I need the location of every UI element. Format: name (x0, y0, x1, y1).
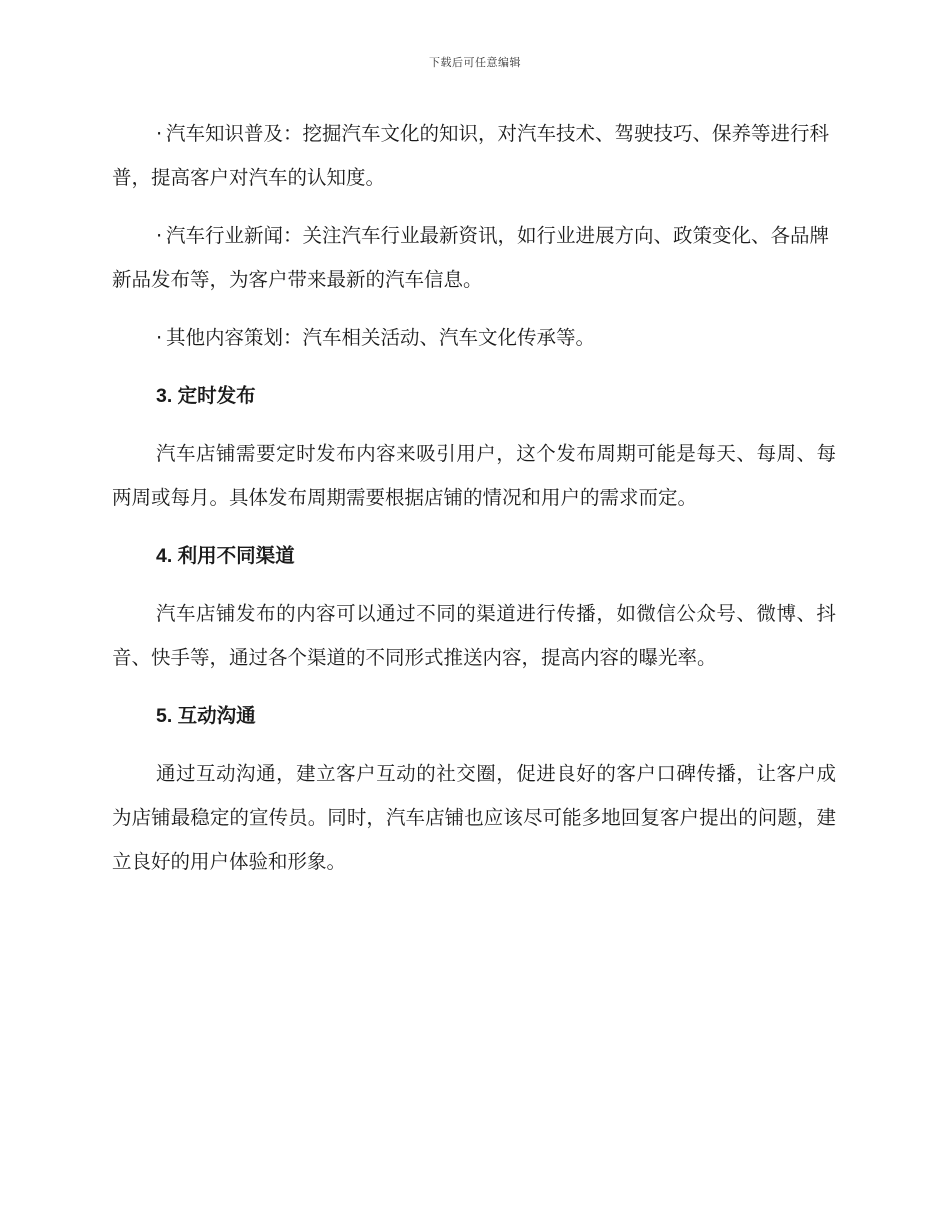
bullet-other-content (112, 316, 836, 360)
bullet-marker: · (156, 122, 163, 145)
bullet-text: 其他内容策划：汽车相关活动、汽车文化传承等。 (166, 326, 596, 349)
bullet-industry-news (112, 214, 836, 302)
paragraph-scheduled-publishing: 汽车店铺需要定时发布内容来吸引用户，这个发布周期可能是每天、每周、每两周或每月。具体发布周期需要根据店铺的情况和用户的需求而定。 (112, 442, 836, 509)
paragraph-channels: 汽车店铺发布的内容可以通过不同的渠道进行传播，如微信公众号、微博、抖音、快手等，通过各个渠道的不同形式推送内容，提高内容的曝光率。 (112, 602, 836, 669)
page-header: 下载后可任意编辑 (429, 56, 521, 69)
section-heading-interaction: 5. 互动沟通 (156, 705, 256, 727)
bullet-marker: · (156, 224, 163, 247)
section-heading-channels: 4. 利用不同渠道 (156, 545, 295, 567)
document-body (112, 112, 836, 898)
bullet-car-knowledge (112, 112, 836, 200)
bullet-text: 汽车知识普及：挖掘汽车文化的知识，对汽车技术、驾驶技巧、保养等进行科普，提高客户对汽车的认知度。 (112, 122, 830, 189)
section-heading-scheduled-publishing: 3. 定时发布 (156, 385, 256, 407)
paragraph-interaction: 通过互动沟通，建立客户互动的社交圈，促进良好的客户口碑传播，让客户成为店铺最稳定的宣传员。同时，汽车店铺也应该尽可能多地回复客户提出的问题，建立良好的用户体验和形象。 (112, 762, 836, 873)
bullet-text: 汽车行业新闻：关注汽车行业最新资讯，如行业进展方向、政策变化、各品牌新品发布等，为客户带来最新的汽车信息。 (112, 224, 830, 291)
bullet-marker: · (156, 326, 163, 349)
